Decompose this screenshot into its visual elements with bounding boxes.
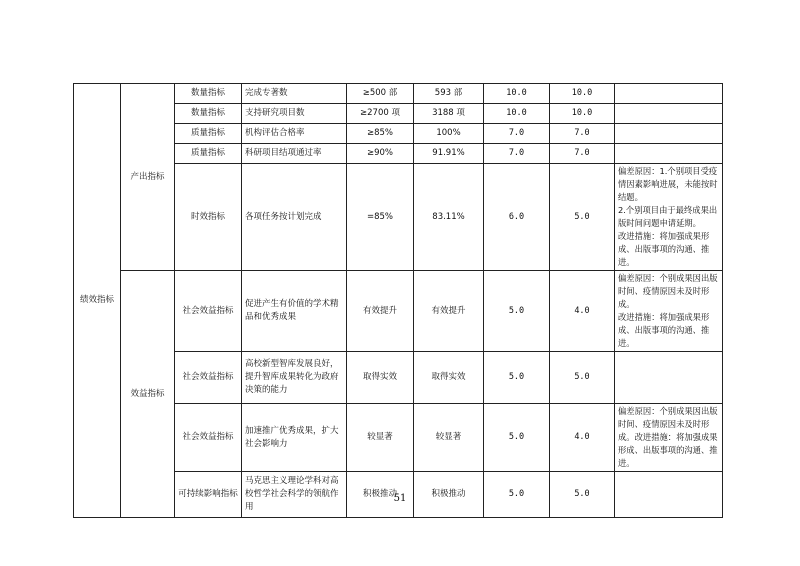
target-cell: ≥85% [347, 124, 414, 144]
performance-table [73, 83, 723, 518]
note-cell: 偏差原因：个别成果因出版时间、疫情原因未及时形成。改进措施：将加强成果形成、出版事项的沟通、推进。 [615, 404, 723, 472]
target-cell: 积极推动 [347, 472, 414, 518]
benefit-group-cell: 效益指标 [121, 271, 175, 518]
note-cell [615, 124, 723, 144]
score-cell: 5.0 [550, 164, 615, 271]
score-cell: 4.0 [550, 404, 615, 472]
category-cell: 社会效益指标 [175, 352, 242, 404]
score-cell: 10.0 [550, 84, 615, 104]
indicator-name-cell: 高校新型智库发展良好，提升智库成果转化为政府决策的能力 [242, 352, 347, 404]
table-row [74, 84, 723, 104]
target-cell: 取得实效 [347, 352, 414, 404]
actual-cell: 取得实效 [414, 352, 484, 404]
actual-cell: 593 部 [414, 84, 484, 104]
actual-cell: 100% [414, 124, 484, 144]
note-cell: 偏差原因：个别成果因出版时间、疫情原因未及时形成。 改进措施：将加强成果形成、出版事项的沟通、推进。 [615, 271, 723, 352]
indicator-name-cell: 马克思主义理论学科对高校哲学社会科学的领航作用 [242, 472, 347, 518]
indicator-name-cell: 科研项目结项通过率 [242, 144, 347, 164]
weight-cell: 5.0 [484, 404, 550, 472]
weight-cell: 10.0 [484, 84, 550, 104]
note-cell: 偏差原因：1.个别项目受疫情因素影响进展，未能按时结题。 2.个别项目由于最终成果出版时间问题申请延期。 改进措施：将加强成果形成、出版事项的沟通、推进。 [615, 164, 723, 271]
note-cell [615, 352, 723, 404]
indicator-name-cell: 支持研究项目数 [242, 104, 347, 124]
weight-cell: 6.0 [484, 164, 550, 271]
score-cell: 5.0 [550, 472, 615, 518]
note-cell [615, 144, 723, 164]
target-cell: ≥2700 项 [347, 104, 414, 124]
score-cell: 4.0 [550, 271, 615, 352]
category-cell: 时效指标 [175, 164, 242, 271]
output-group-cell: 产出指标 [121, 84, 175, 271]
actual-cell: 83.11% [414, 164, 484, 271]
note-cell [615, 84, 723, 104]
weight-cell: 7.0 [484, 124, 550, 144]
category-cell: 质量指标 [175, 124, 242, 144]
target-cell: ≥90% [347, 144, 414, 164]
score-cell: 5.0 [550, 352, 615, 404]
category-cell: 质量指标 [175, 144, 242, 164]
target-cell: ≥500 部 [347, 84, 414, 104]
weight-cell: 5.0 [484, 271, 550, 352]
indicator-name-cell: 各项任务按计划完成 [242, 164, 347, 271]
level1-indicator-cell: 绩效指标 [74, 84, 121, 518]
category-cell: 社会效益指标 [175, 404, 242, 472]
page-number: 51 [393, 493, 407, 504]
actual-cell: 91.91% [414, 144, 484, 164]
category-cell: 社会效益指标 [175, 271, 242, 352]
indicator-name-cell: 机构评估合格率 [242, 124, 347, 144]
indicator-name-cell: 完成专著数 [242, 84, 347, 104]
target-cell: 较显著 [347, 404, 414, 472]
actual-cell: 3188 项 [414, 104, 484, 124]
category-cell: 可持续影响指标 [175, 472, 242, 518]
indicator-name-cell: 促进产生有价值的学术精品和优秀成果 [242, 271, 347, 352]
weight-cell: 5.0 [484, 472, 550, 518]
actual-cell: 有效提升 [414, 271, 484, 352]
target-cell: 有效提升 [347, 271, 414, 352]
category-cell: 数量指标 [175, 104, 242, 124]
score-cell: 7.0 [550, 124, 615, 144]
actual-cell: 较显著 [414, 404, 484, 472]
weight-cell: 7.0 [484, 144, 550, 164]
table-row [74, 271, 723, 352]
weight-cell: 10.0 [484, 104, 550, 124]
indicator-name-cell: 加速推广优秀成果，扩大社会影响力 [242, 404, 347, 472]
actual-cell: 积极推动 [414, 472, 484, 518]
score-cell: 7.0 [550, 144, 615, 164]
weight-cell: 5.0 [484, 352, 550, 404]
target-cell: =85% [347, 164, 414, 271]
category-cell: 数量指标 [175, 84, 242, 104]
note-cell [615, 104, 723, 124]
score-cell: 10.0 [550, 104, 615, 124]
